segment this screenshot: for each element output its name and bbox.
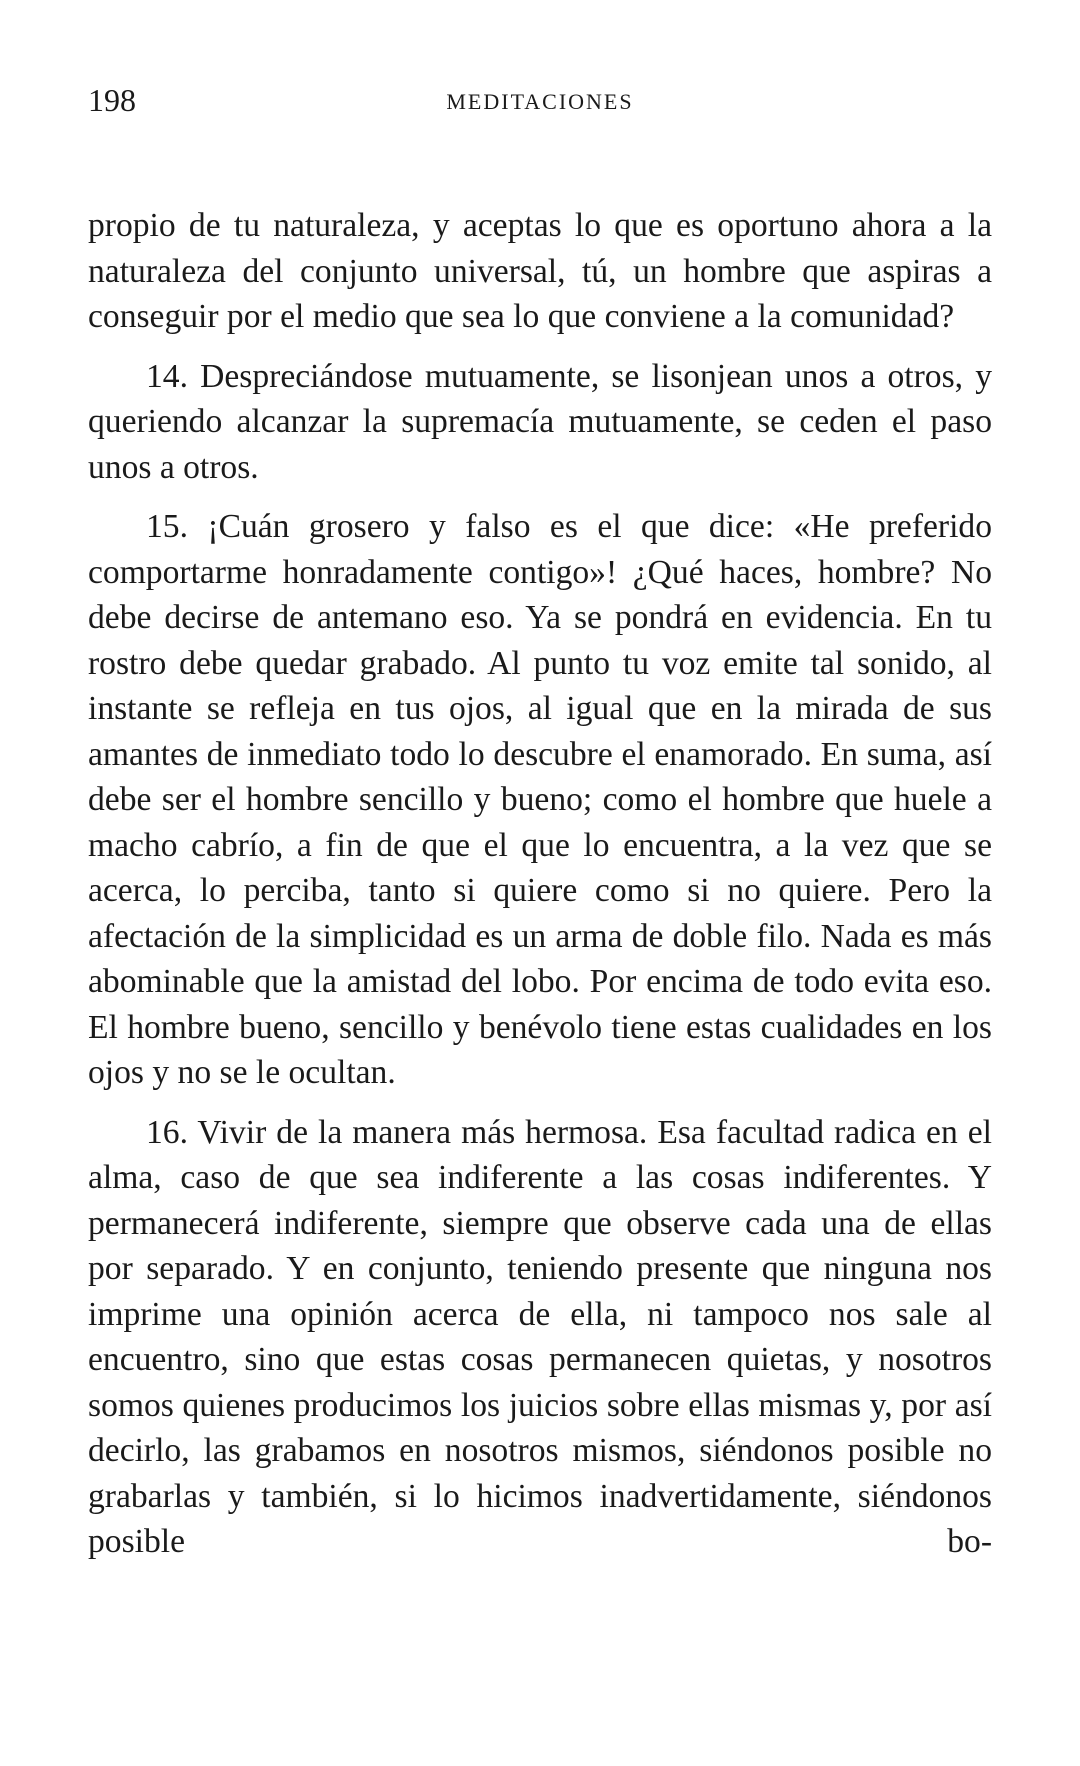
running-title: MEDITACIONES bbox=[446, 89, 634, 114]
page-number: 198 bbox=[88, 82, 136, 118]
paragraph-continued: propio de tu naturaleza, y aceptas lo que es oportuno ahora a la naturaleza del conjunto universal, tú, un hombre que aspiras a conseguir por el medio que sea lo que conviene a la comunidad? bbox=[88, 207, 992, 335]
paragraph-section-16: 16. Vivir de la manera más hermosa. Esa facultad radica en el alma, caso de que sea indiferente a las cosas indiferentes. Y permanecerá indiferente, siempre que observe cada una de ellas por separado. Y en conjunto, teniendo presente que ninguna nos imprime una opinión acerca de ella, ni tampoco nos sale al encuentro, sino que estas cosas permanecen quietas, y nosotros somos quienes producimos los juicios sobre ellas mismas y, por así decirlo, las grabamos en nosotros mismos, siéndonos posible no grabarlas y también, si lo hicimos inadvertidamente, siéndonos posible bo- bbox=[88, 1113, 992, 1560]
paragraph-section-14: 14. Despreciándose mutuamente, se lisonjean unos a otros, y queriendo alcanzar la supremacía mutuamente, se ceden el paso unos a otros. bbox=[88, 357, 992, 486]
paragraph-section-15: 15. ¡Cuán grosero y falso es el que dice: «He preferido comportarme honradamente contigo»! ¿Qué haces, hombre? No debe decirse de antemano eso. Ya se pondrá en evidencia. En tu rostro debe quedar grabado. Al punto tu voz emite tal sonido, al instante se refleja en tus ojos, al igual que en la mirada de sus amantes de inmediato todo lo descubre el enamorado. En suma, así debe ser el hombre sencillo y bueno; como el hombre que huele a macho cabrío, a fin de que el que lo encuentra, a la vez que se acerca, lo perciba, tanto si quiere como si no quiere. Pero la afectación de la simplicidad es un arma de doble filo. Nada es más abominable que la amistad del lobo. Por encima de todo evita eso. El hombre bueno, sencillo y benévolo tiene estas cualidades en los ojos y no se le ocultan. bbox=[88, 508, 992, 1091]
running-header bbox=[88, 80, 992, 120]
book-page bbox=[88, 0, 992, 1766]
body-text bbox=[88, 203, 992, 1565]
